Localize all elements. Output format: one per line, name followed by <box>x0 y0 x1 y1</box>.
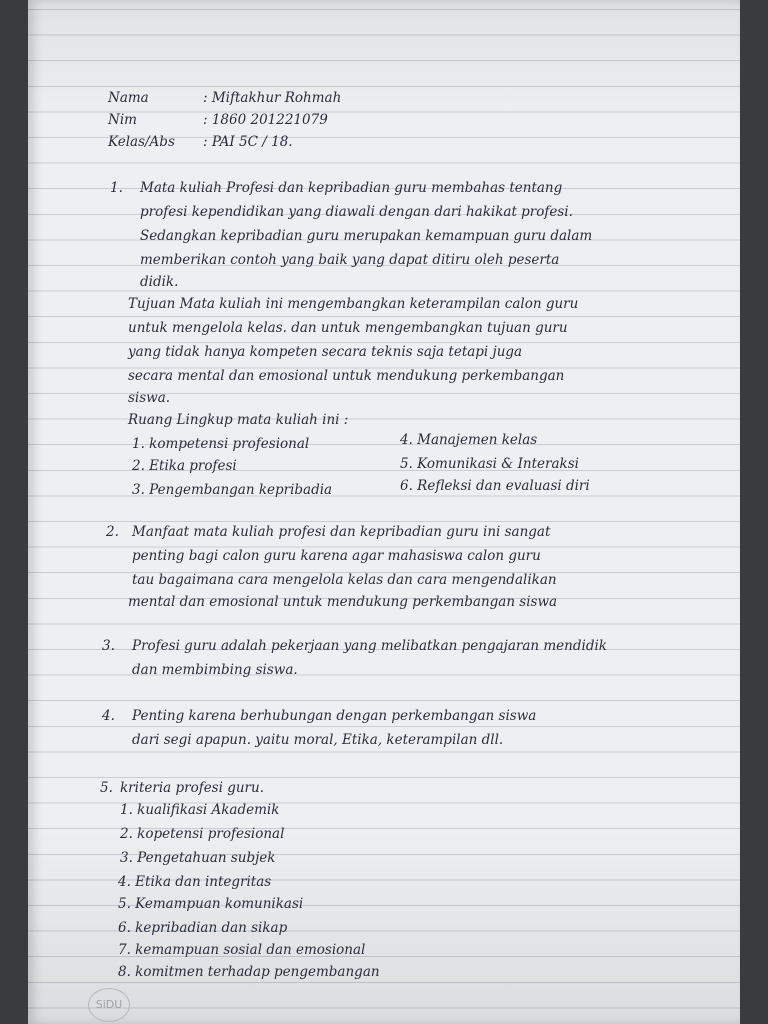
answer-line: Tujuan Mata kuliah ini mengembangkan keterampilan calon guru <box>128 296 579 312</box>
answer-line: siswa. <box>128 390 171 406</box>
header-name-value: : Miftakhur Rohmah <box>203 90 342 106</box>
scope-item: 6. Refleksi dan evaluasi diri <box>400 478 590 494</box>
answer-line: penting bagi calon guru karena agar mahasiswa calon guru <box>132 548 541 564</box>
scope-item: 1. kompetensi profesional <box>132 436 310 452</box>
paper-brand-stamp: SiDU <box>88 988 130 1022</box>
answer-line: Profesi guru adalah pekerjaan yang melibatkan pengajaran mendidik <box>132 638 607 654</box>
answer-number: 3. <box>102 638 115 654</box>
answer-line: profesi kependidikan yang diawali dengan dari hakikat profesi. <box>140 204 573 220</box>
answer-line: dan membimbing siswa. <box>132 662 298 678</box>
header-class-value: : PAI 5C / 18. <box>203 134 293 150</box>
criteria-item: 3. Pengetahuan subjek <box>120 850 276 866</box>
answer-line: Mata kuliah Profesi dan kepribadian guru membahas tentang <box>140 180 563 196</box>
criteria-item: 2. kopetensi profesional <box>120 826 285 842</box>
scope-item: 2. Etika profesi <box>132 458 237 474</box>
scope-heading: Ruang Lingkup mata kuliah ini : <box>128 412 349 428</box>
answer-line: kriteria profesi guru. <box>120 780 264 796</box>
header-name-label: Nama <box>108 90 149 106</box>
header-class-label: Kelas/Abs <box>108 134 175 150</box>
answer-line: secara mental dan emosional untuk mendukung perkembangan <box>128 368 565 384</box>
answer-line: Penting karena berhubungan dengan perkembangan siswa <box>132 708 537 724</box>
answer-number: 1. <box>110 180 123 196</box>
answer-number: 2. <box>106 524 119 540</box>
scope-item: 3. Pengembangan kepribadia <box>132 482 333 498</box>
answer-line: Manfaat mata kuliah profesi dan kepribadian guru ini sangat <box>132 524 551 540</box>
scope-item: 5. Komunikasi & Interaksi <box>400 456 579 472</box>
criteria-item: 8. komitmen terhadap pengembangan <box>118 964 380 980</box>
header-nim-label: Nim <box>108 112 137 128</box>
answer-line: tau bagaimana cara mengelola kelas dan cara mengendalikan <box>132 572 557 588</box>
answer-line: didik. <box>140 274 179 290</box>
header-nim-value: : 1860 201221079 <box>203 112 328 128</box>
scope-item: 4. Manajemen kelas <box>400 432 538 448</box>
answer-line: memberikan contoh yang baik yang dapat ditiru oleh peserta <box>140 252 560 268</box>
notebook-page <box>28 0 740 1024</box>
answer-line: mental dan emosional untuk mendukung perkembangan siswa <box>128 594 558 610</box>
answer-number: 5. <box>100 780 113 796</box>
answer-number: 4. <box>102 708 115 724</box>
criteria-item: 1. kualifikasi Akademik <box>120 802 280 818</box>
answer-line: Sedangkan kepribadian guru merupakan kemampuan guru dalam <box>140 228 593 244</box>
answer-line: dari segi apapun. yaitu moral, Etika, keterampilan dll. <box>132 732 504 748</box>
criteria-item: 7. kemampuan sosial dan emosional <box>118 942 366 958</box>
criteria-item: 6. kepribadian dan sikap <box>118 920 288 936</box>
criteria-item: 5. Kemampuan komunikasi <box>118 896 304 912</box>
answer-line: untuk mengelola kelas. dan untuk mengembangkan tujuan guru <box>128 320 568 336</box>
answer-line: yang tidak hanya kompeten secara teknis saja tetapi juga <box>128 344 523 360</box>
criteria-item: 4. Etika dan integritas <box>118 874 272 890</box>
